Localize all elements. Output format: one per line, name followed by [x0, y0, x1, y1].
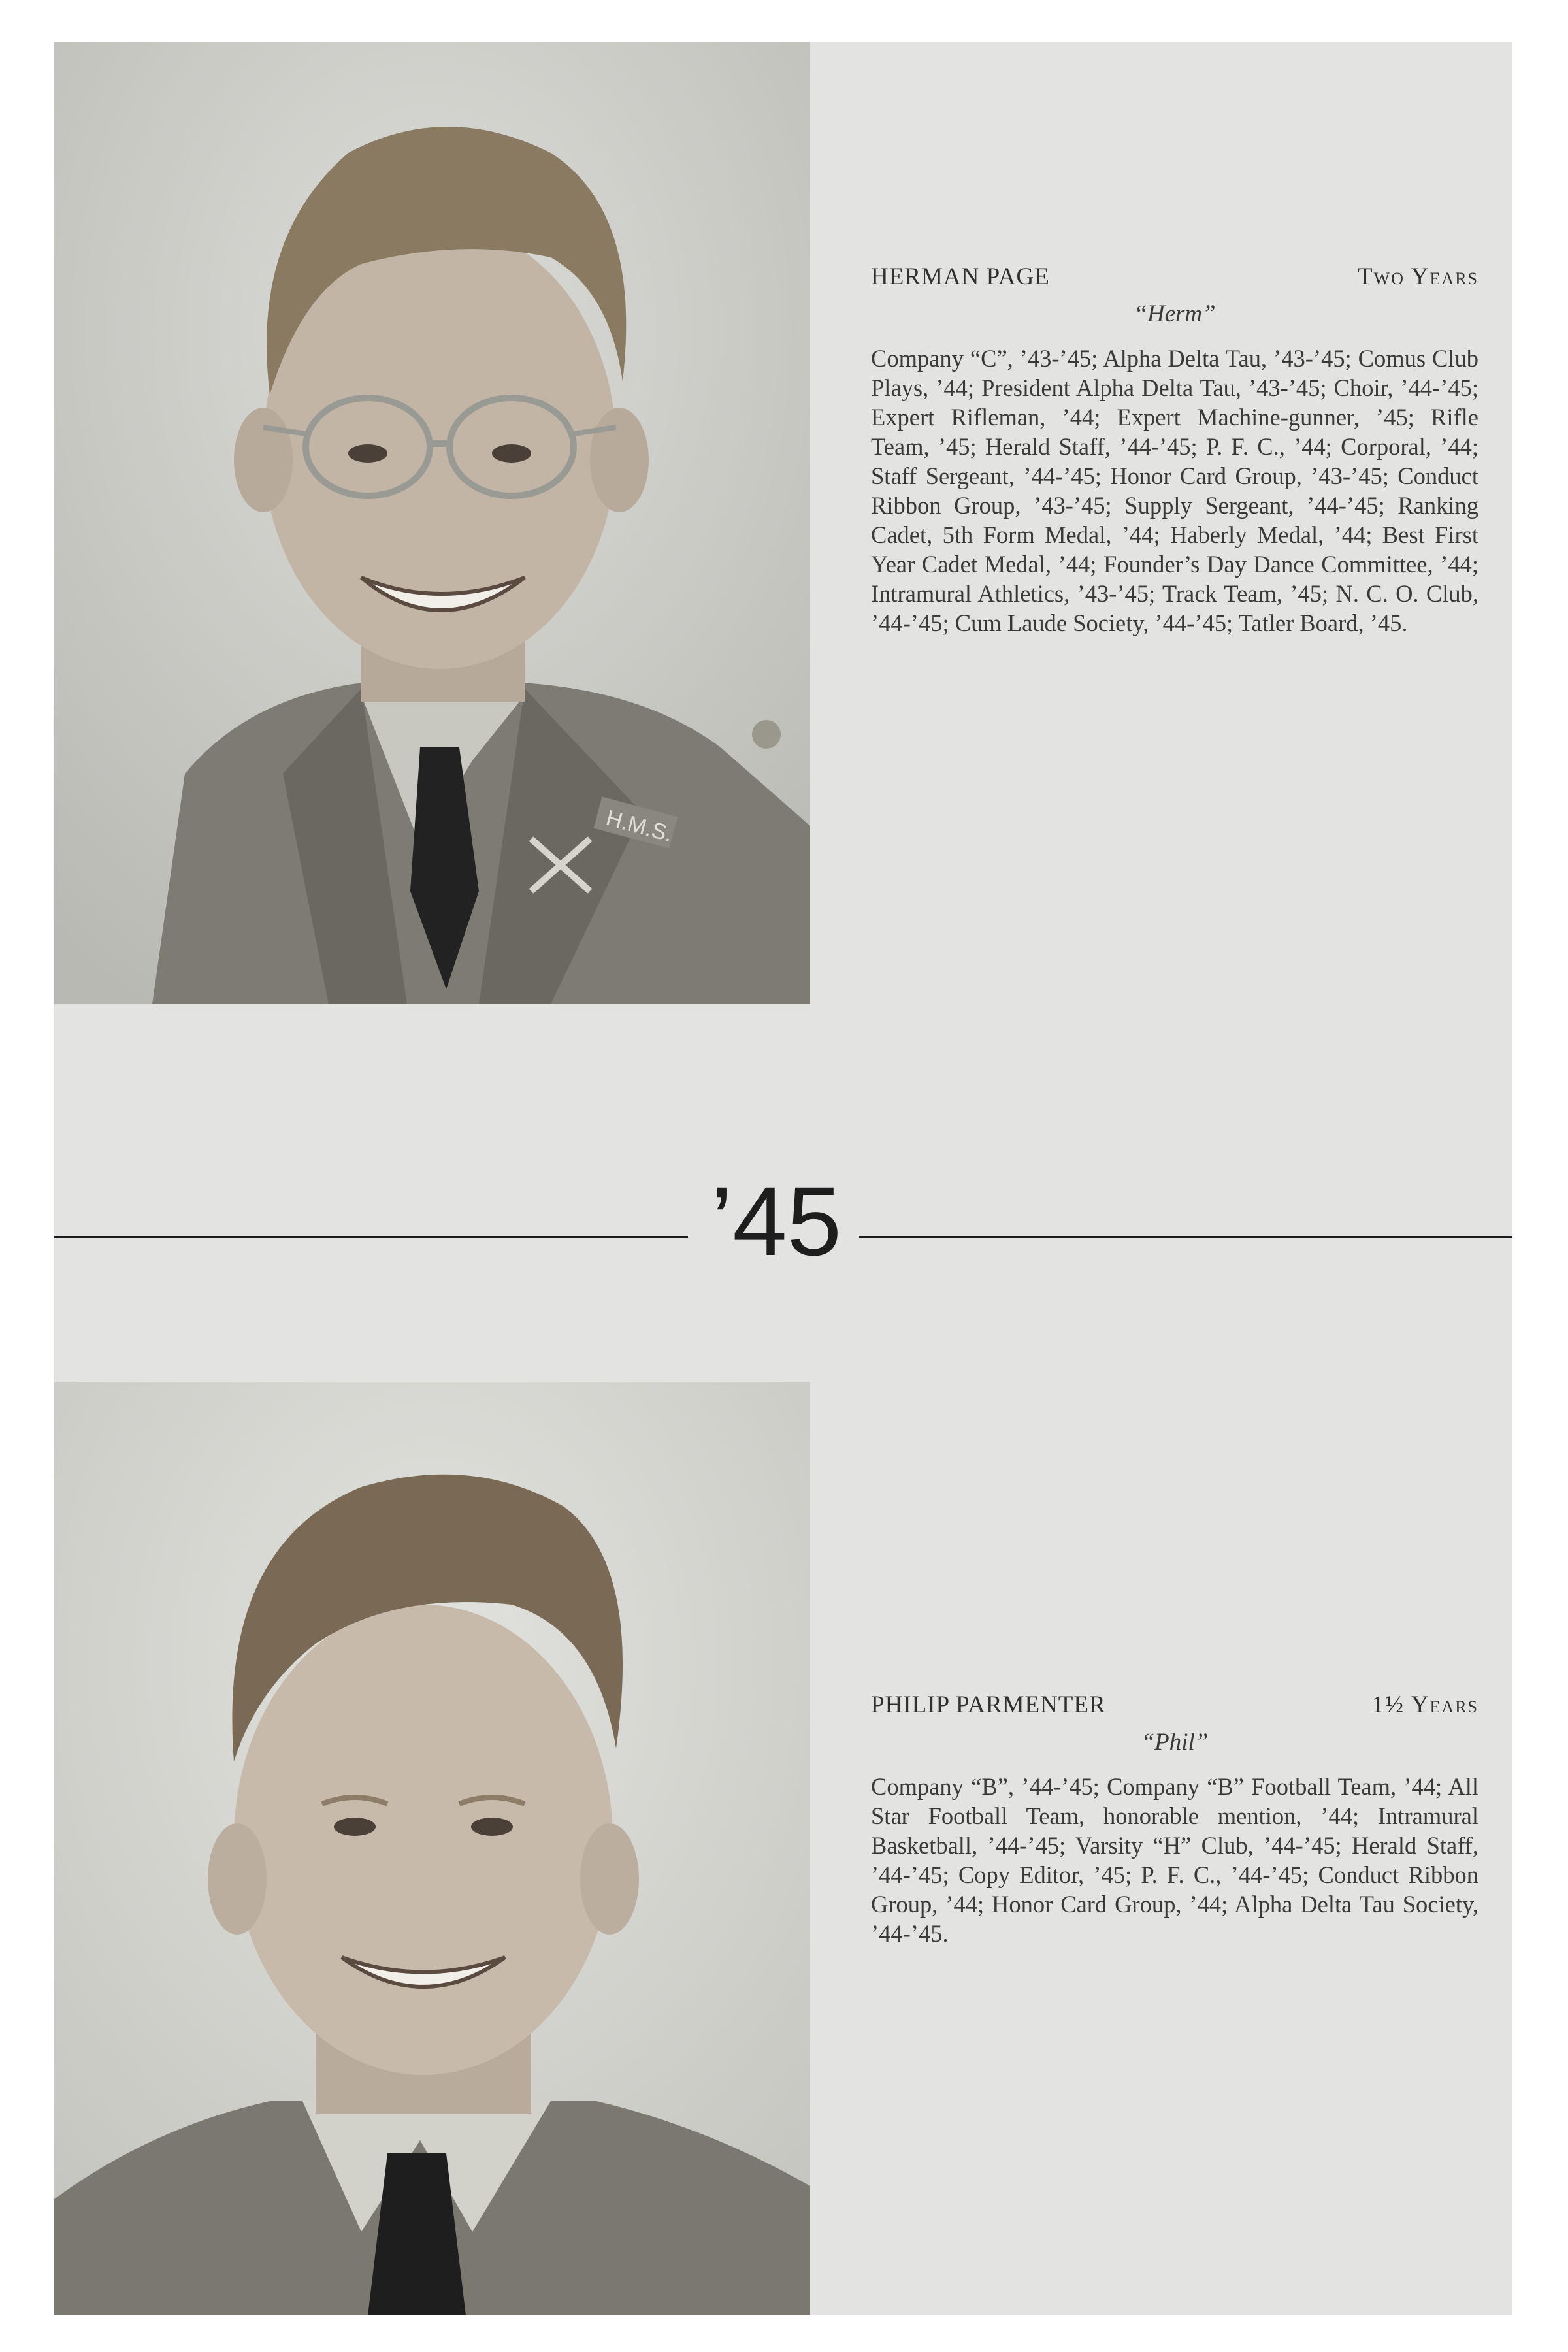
years-attended: 1½ Years	[1371, 1691, 1478, 1718]
portrait-herman-page	[54, 42, 810, 1004]
collar-emblem: H.M.S.	[603, 805, 676, 847]
bio-header	[871, 263, 1478, 291]
class-year-divider	[54, 1166, 1512, 1277]
divider-line-left	[54, 1236, 688, 1238]
activities-text: Company “C”, ’43-’45; Alpha Delta Tau, ’43-’45; Comus Club Plays, ’44; President Alpha Delta Tau, ’43-’45; Choir, ’44-’45; Expert Rifleman, ’44; Expert Machine-gunner, ’45; Rifle Team, ’45; Herald Staff, ’44-’45; P. F. C., ’44; Corporal, ’44; Staff Sergeant, ’44-’45; Honor Card Group, ’43-’45; Conduct Ribbon Group, ’43-’45; Supply Sergeant, ’44-’45; Ranking Cadet, 5th Form Medal, ’44; Haberly Medal, ’44; Best First Year Cadet Medal, ’44; Founder’s Day Dance Committee, ’44; Intramural Athletics, ’43-’45; Track Team, ’45; N. C. O. Club, ’44-’45; Cum Laude Society, ’44-’45; Tatler Board, ’45.	[871, 345, 1478, 636]
class-year: ’45	[710, 1166, 842, 1276]
student-name: HERMAN PAGE	[871, 263, 1050, 290]
divider-line-right	[859, 1236, 1512, 1238]
years-attended: Two Years	[1358, 263, 1478, 290]
activities-text: Company “B”, ’44-’45; Company “B” Football Team, ’44; All Star Football Team, honorable mention, ’44; Intramural Basketball, ’44-’45; Varsity “H” Club, ’44-’45; Herald Staff, ’44-’45; Copy Editor, ’45; P. F. C., ’44-’45; Conduct Ribbon Group, ’44; Honor Card Group, ’44; Alpha Delta Tau Society, ’44-’45.	[871, 1773, 1478, 1947]
nickname: “Herm”	[1134, 301, 1216, 327]
bio-header	[871, 1691, 1478, 1719]
nickname: “Phil”	[1141, 1729, 1209, 1756]
bio-herman-page	[871, 263, 1478, 638]
yearbook-page	[54, 42, 1512, 2315]
bio-philip-parmenter	[871, 1691, 1478, 1948]
portrait-philip-parmenter	[54, 1382, 810, 2315]
student-name: PHILIP PARMENTER	[871, 1691, 1106, 1718]
